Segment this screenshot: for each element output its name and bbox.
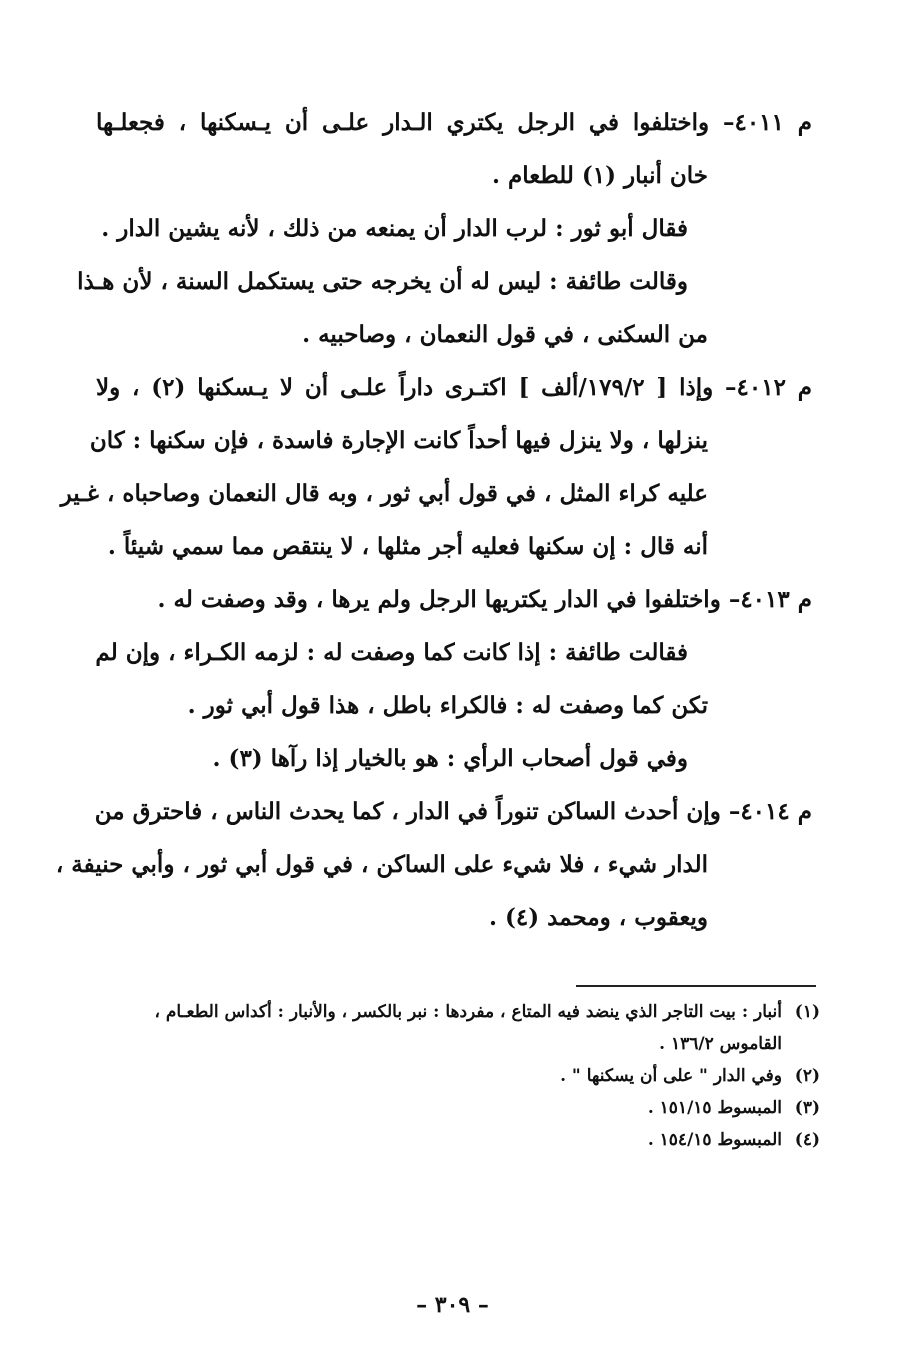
text-line: وقالت طائفة : ليس له أن يخرجه حتى يستكمل السنة ، لأن هـذا <box>77 268 688 295</box>
text-line: خان أنبار (١) للطعام . <box>492 162 708 189</box>
footnote-number: (٤) <box>794 1130 820 1150</box>
text-line: م ٤٠١٣– واختلفوا في الدار يكتريها الرجل ولم يرها ، وقد وصفت له . <box>157 586 812 613</box>
text-line: من السكنى ، في قول النعمان ، وصاحبيه . <box>302 321 708 348</box>
footnote-text: المبسوط ١٥٤/١٥ . <box>647 1130 782 1150</box>
text-line: فقالت طائفة : إذا كانت كما وصفت له : لزمه الكـراء ، وإن لم <box>95 639 688 666</box>
text-line: ويعقوب ، ومحمد (٤) . <box>488 904 708 931</box>
footnote-text: وفي الدار " على أن يسكنها " . <box>560 1066 782 1086</box>
text-line: وفي قول أصحاب الرأي : هو بالخيار إذا رآها (٣) . <box>212 745 688 772</box>
text-line: تكن كما وصفت له : فالكراء باطل ، هذا قول أبي ثور . <box>187 692 708 719</box>
text-line: م ٤٠١١– واختلفوا في الرجل يكتري الـدار علـى أن يـسكنها ، فجعلـها <box>96 109 813 136</box>
footnotes <box>96 996 820 1156</box>
footnote <box>96 1124 820 1156</box>
page-number: – ٣٠٩ – <box>416 1292 489 1318</box>
footnote-number: (١) <box>794 1002 820 1022</box>
text-line: فقال أبو ثور : لرب الدار أن يمنعه من ذلك ، لأنه يشين الدار . <box>101 215 688 242</box>
text-line: عليه كراء المثل ، في قول أبي ثور ، وبه قال النعمان وصاحباه ، غـير <box>60 480 708 507</box>
footnote <box>96 1092 820 1124</box>
footnote-continuation: القاموس ١٣٦/٢ . <box>659 1034 782 1054</box>
main-text <box>55 96 813 944</box>
footnote <box>96 996 820 1028</box>
footnote-text: أنبار : بيت التاجر الذي ينضد فيه المتاع ، مفردها : نبر بالكسر ، والأنبار : أكداس الطعـام ، <box>154 1002 782 1022</box>
footnote <box>96 1060 820 1092</box>
text-line: م ٤٠١٤– وإن أحدث الساكن تنوراً في الدار ، كما يحدث الناس ، فاحترق من <box>94 798 812 825</box>
footnote-separator <box>576 985 816 987</box>
text-line: م ٤٠١٢– وإذا [ ١٧٩/٢/ألف ] اكتـرى داراً علـى أن لا يـسكنها (٢) ، ولا <box>96 374 813 401</box>
text-line: أنه قال : إن سكنها فعليه أجر مثلها ، لا ينتقص مما سمي شيئاً . <box>107 533 708 560</box>
text-line: الدار شيء ، فلا شيء على الساكن ، في قول أبي ثور ، وأبي حنيفة ، <box>55 851 708 878</box>
footnote-number: (٢) <box>794 1066 820 1086</box>
text-line: ينزلها ، ولا ينزل فيها أحداً كانت الإجارة فاسدة ، فإن سكنها : كان <box>89 427 708 454</box>
footnote-text: المبسوط ١٥١/١٥ . <box>647 1098 782 1118</box>
footnote-number: (٣) <box>794 1098 820 1118</box>
